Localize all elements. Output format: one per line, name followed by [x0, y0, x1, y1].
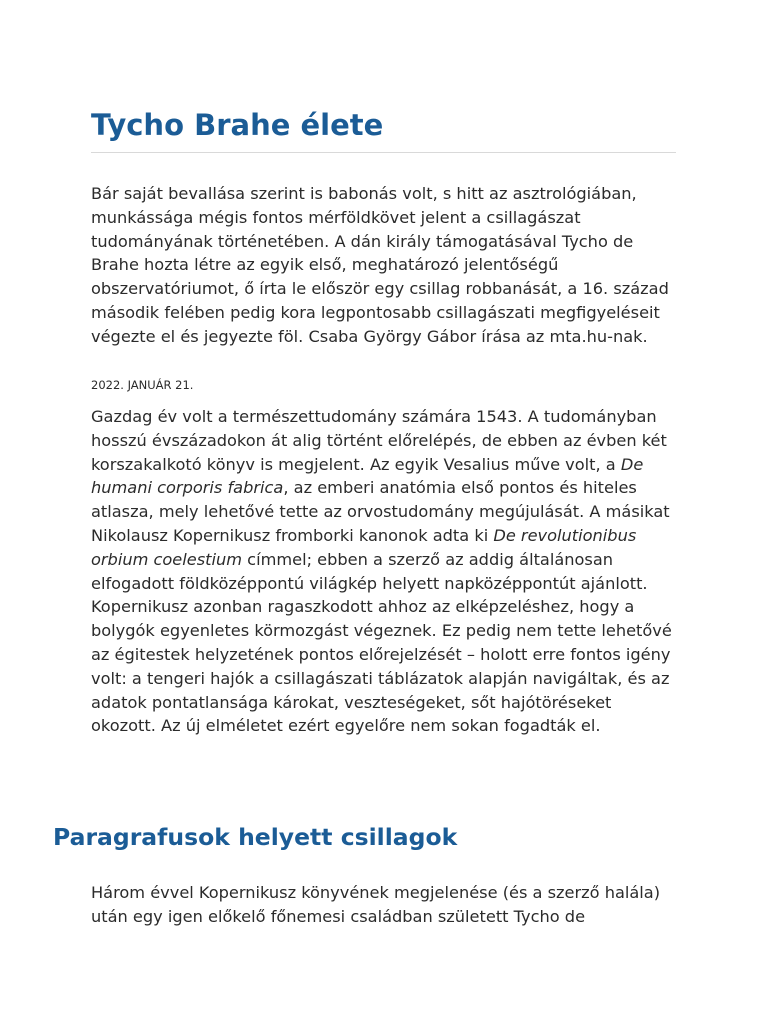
book-title-fabrica: De humani corporis fabrica: [91, 454, 644, 498]
article-title: Tycho Brahe élete: [91, 108, 384, 142]
paragraph-text: Gazdag év volt a természettudomány számára 1543. A tudományban hosszú évszázadokon át alig történt előrelépés, de ebben az évben két korszakalkotó könyv is megjelent. Az egyik Vesalius műve volt, a: [91, 407, 667, 474]
title-divider: [91, 152, 676, 153]
article-lead: Bár saját bevallása szerint is babonás volt, s hitt az asztrológiában, munkássága mégis fontos mérföldkövet jelent a csillagászat tudományának történetében. A dán király támogatásával Tycho de Brahe hozta létre az egyik első, meghatározó jelentőségű obszervatóriumot, ő írta le először egy csillag robbanását, a 16. század második felében pedig kora legpontosabb csillagászati megfigyeléseit végezte el és jegyezte föl. Csaba György Gábor írása az mta.hu-nak.: [91, 184, 669, 346]
paragraph-text: címmel; ebben a szerző az addig általánosan elfogadott földközéppontú világkép helyett napközéppontút ajánlott. Kopernikusz azonban ragaszkodott ahhoz az elképzeléshez, hogy a bolygók egyenletes körmozgást végeznek. Ez pedig nem tette lehetővé az égitestek helyzetének pontos előrejelzését – holott erre fontos igény volt: a tengeri hajók a csillagászati táblázatok alapján navigáltak, és az adatok pontatlansága károkat, veszteségeket, sőt hajótöréseket okozott. Az új elméletet ezért egyelőre nem sokan fogadták el.: [91, 549, 672, 736]
article-paragraph: [91, 405, 681, 738]
section-heading: Paragrafusok helyett csillagok: [53, 823, 458, 851]
paragraph-text: , az emberi anatómia első pontos és hiteles atlasza, mely lehetővé tette az orvostudomány megújulását. A másikat Nikolausz Kopernikusz fromborki kanonok adta ki: [91, 478, 670, 545]
book-title-revolutionibus: De revolutionibus orbium coelestium: [91, 525, 637, 569]
publish-date: 2022. JANUÁR 21.: [91, 378, 194, 392]
section-paragraph: Három évvel Kopernikusz könyvének megjelenése (és a szerző halála) után egy igen előkelő főnemesi családban született Tycho de: [91, 883, 661, 926]
